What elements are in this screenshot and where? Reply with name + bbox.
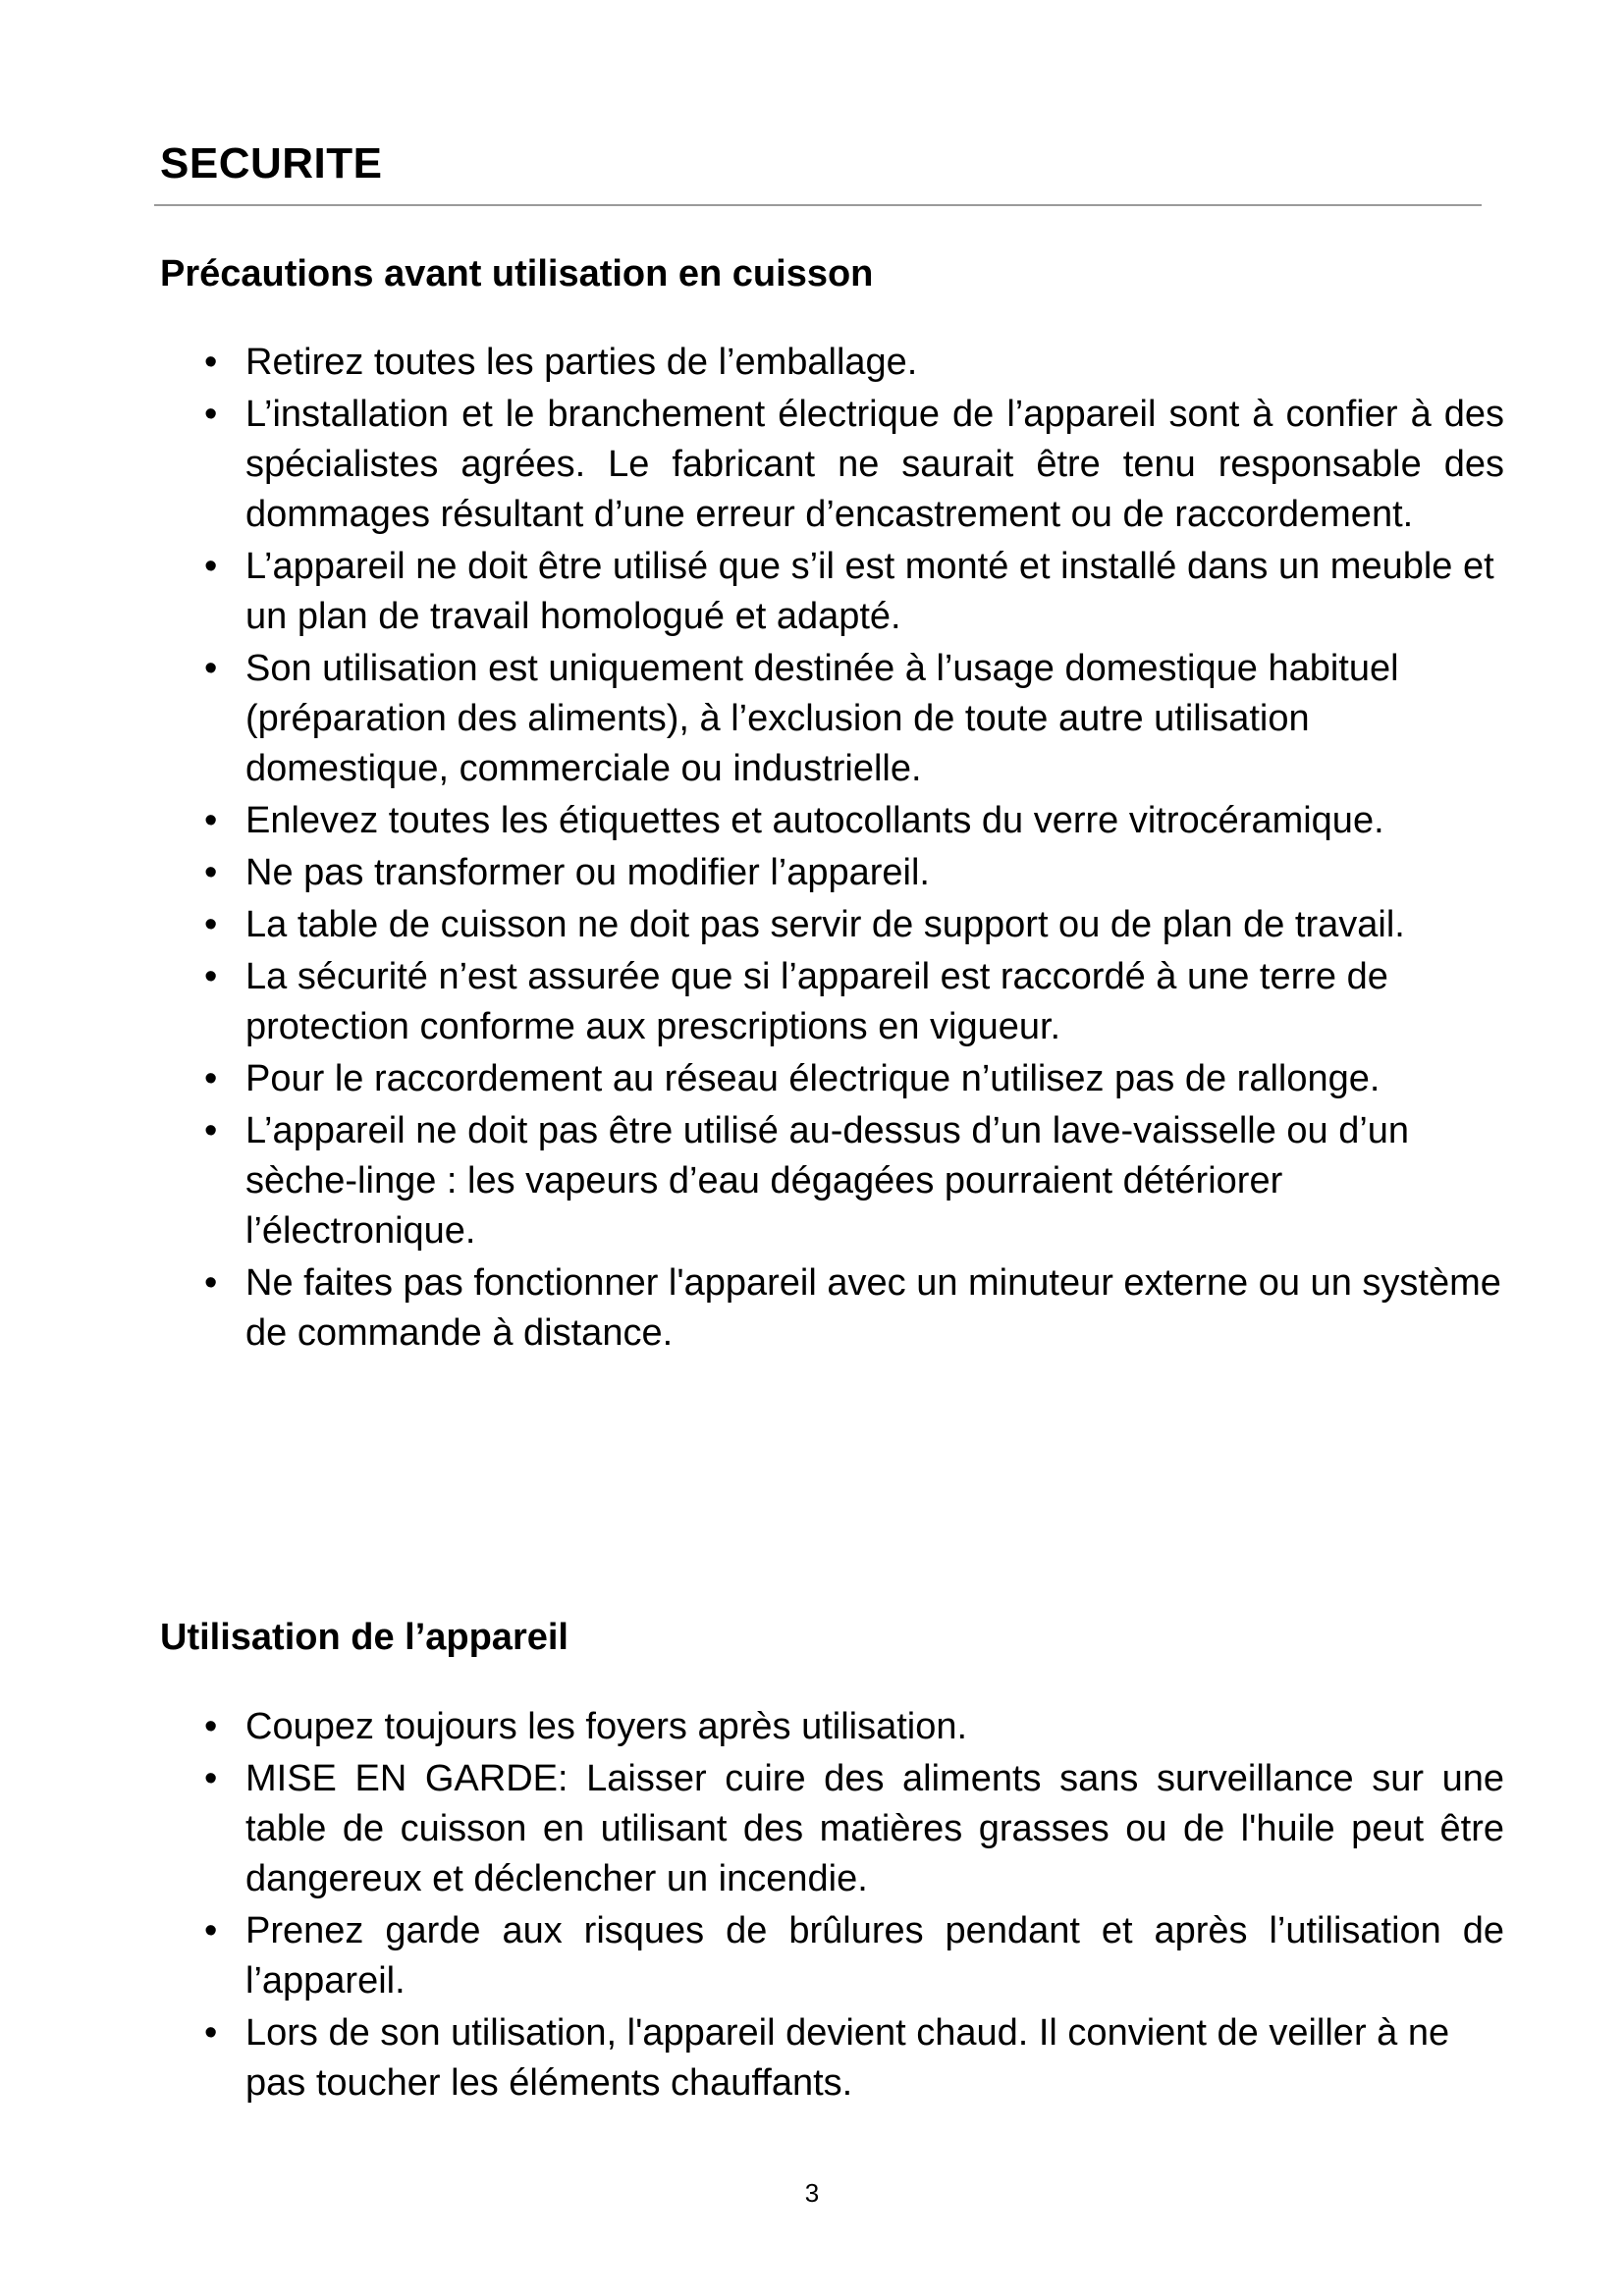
list-item: • La table de cuisson ne doit pas servir de support ou de plan de travail. bbox=[0, 900, 1504, 950]
list-item: • L’appareil ne doit pas être utilisé au-dessus d’un lave-vaisselle ou d’un sèche-linge : les vapeurs d’eau dégagées pourraient détériorer l’électronique. bbox=[0, 1106, 1504, 1256]
list-item: • La sécurité n’est assurée que si l’appareil est raccordé à une terre de protection conforme aux prescriptions en vigueur. bbox=[0, 952, 1504, 1052]
title-divider bbox=[154, 204, 1482, 206]
list-item: • Ne pas transformer ou modifier l’appareil. bbox=[0, 848, 1504, 898]
utilisation-list bbox=[0, 1702, 1624, 2110]
bullet-icon: • bbox=[204, 648, 218, 689]
bullet-icon: • bbox=[204, 1262, 218, 1304]
bullet-icon: • bbox=[204, 1758, 218, 1799]
list-item: • L’installation et le branchement électrique de l’appareil sont à confier à des spécialistes agrées. Le fabricant ne saurait être tenu responsable des dommages résultant d’une erreur d’encastrement ou de raccordement. bbox=[0, 390, 1504, 540]
bullet-icon: • bbox=[204, 852, 218, 893]
precautions-list bbox=[0, 338, 1624, 1361]
list-item: • Prenez garde aux risques de brûlures pendant et après l’utilisation de l’appareil. bbox=[0, 1906, 1504, 2006]
list-item: • Pour le raccordement au réseau électrique n’utilisez pas de rallonge. bbox=[0, 1054, 1504, 1104]
section-heading-precautions: Précautions avant utilisation en cuisson bbox=[160, 253, 874, 294]
bullet-icon: • bbox=[204, 956, 218, 997]
page-number: 3 bbox=[804, 2178, 820, 2208]
page-title: SECURITE bbox=[160, 139, 383, 187]
list-item: • L’appareil ne doit être utilisé que s’il est monté et installé dans un meuble et un plan de travail homologué et adapté. bbox=[0, 542, 1504, 642]
bullet-icon: • bbox=[204, 342, 218, 383]
bullet-icon: • bbox=[204, 1910, 218, 1951]
list-item: • Ne faites pas fonctionner l'appareil avec un minuteur externe ou un système de commande à distance. bbox=[0, 1258, 1504, 1359]
bullet-icon: • bbox=[204, 1706, 218, 1747]
bullet-icon: • bbox=[204, 800, 218, 841]
bullet-icon: • bbox=[204, 546, 218, 587]
list-item: • MISE EN GARDE: Laisser cuire des aliments sans surveillance sur une table de cuisson en utilisant des matières grasses ou de l'huile peut être dangereux et déclencher un incendie. bbox=[0, 1754, 1504, 1904]
list-item: • Son utilisation est uniquement destinée à l’usage domestique habituel (préparation des aliments), à l’exclusion de toute autre utilisation domestique, commerciale ou industrielle. bbox=[0, 644, 1504, 794]
bullet-icon: • bbox=[204, 2012, 218, 2054]
list-item: • Coupez toujours les foyers après utilisation. bbox=[0, 1702, 1504, 1752]
section-heading-utilisation: Utilisation de l’appareil bbox=[160, 1617, 568, 1658]
bullet-icon: • bbox=[204, 1058, 218, 1099]
list-item: • Lors de son utilisation, l'appareil devient chaud. Il convient de veiller à ne pas toucher les éléments chauffants. bbox=[0, 2008, 1504, 2109]
list-item: • Retirez toutes les parties de l’emballage. bbox=[0, 338, 1504, 388]
bullet-icon: • bbox=[204, 1110, 218, 1151]
bullet-icon: • bbox=[204, 394, 218, 435]
bullet-icon: • bbox=[204, 904, 218, 945]
list-item: • Enlevez toutes les étiquettes et autocollants du verre vitrocéramique. bbox=[0, 796, 1504, 846]
